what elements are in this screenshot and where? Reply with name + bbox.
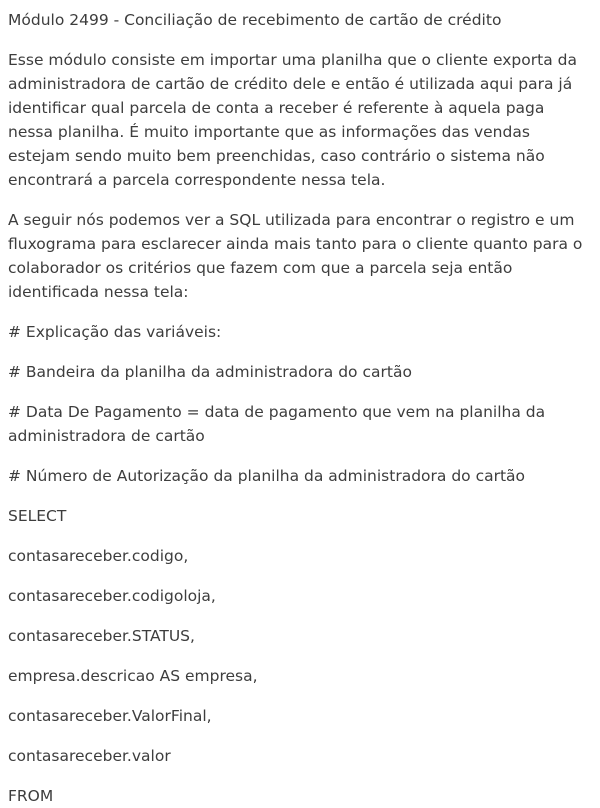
sql-line: contasareceber.codigo, [8,547,189,565]
sql-line: contasareceber.codigoloja, [8,587,216,605]
sql-line: contasareceber.valor [8,747,171,765]
variable-numero-autorizacao: # Número de Autorização da planilha da administradora do cartão [8,467,526,485]
variable-bandeira: # Bandeira da planilha da administradora do cartão [8,363,412,381]
intro-paragraph: Esse módulo consiste em importar uma planilha que o cliente exporta da administradora de cartão de crédito dele e então é utilizada aqui para já identificar qual parcela de conta a receber é referente à aquela paga nessa planilha. É muito importante que as informações das vendas estejam sendo muito bem preenchidas, caso contrário o sistema não encontrará a parcela correspondente nessa tela. [8,51,577,189]
sql-line: empresa.descricao AS empresa, [8,667,258,685]
page-title: Módulo 2499 - Conciliação de recebimento de cartão de crédito [8,11,502,29]
variable-data-pagamento: # Data De Pagamento = data de pagamento que vem na planilha da administradora de cartão [8,403,546,445]
sql-line: contasareceber.STATUS, [8,627,195,645]
sql-intro-paragraph: A seguir nós podemos ver a SQL utilizada para encontrar o registro e um fluxograma para esclarecer ainda mais tanto para o cliente quanto para o colaborador os critérios que fazem com que a parcela seja então identificada nessa tela: [8,211,583,301]
sql-line: SELECT [8,507,67,525]
variables-heading: # Explicação das variáveis: [8,323,222,341]
sql-line: FROM [8,787,54,805]
sql-line: contasareceber.ValorFinal, [8,707,212,725]
